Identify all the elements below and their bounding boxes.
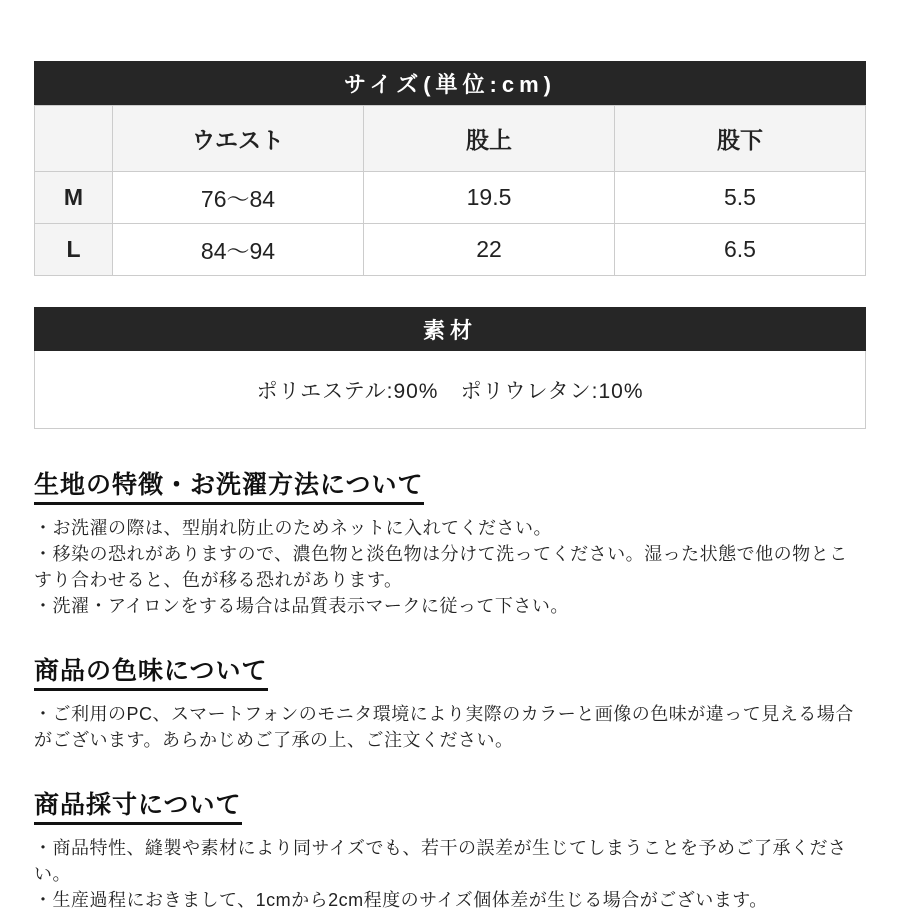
size-table-corner-cell (35, 106, 113, 172)
measurement-bullet-1: ・商品特性、縫製や素材により同サイズでも、若干の誤差が生じてしまうことを予めご了承ください。 (34, 838, 847, 884)
measurement-heading: 商品採寸について (34, 785, 242, 825)
material-section-title: 素材 (422, 317, 477, 343)
fabric-care-bullet-3: ・洗濯・アイロンをする場合は品質表示マークに従って下さい。 (34, 596, 569, 616)
size-m-waist: 76～84 (113, 172, 364, 224)
color-note-bullet-1: ・ご利用のPC、スマートフォンのモニタ環境により実際のカラーと画像の色味が違って見える場合がございます。あらかじめご了承の上、ご注文ください。 (34, 704, 854, 750)
material-content: ポリエステル:90% ポリウレタン:10% (256, 379, 644, 403)
size-table-col-inseam: 股下 (615, 106, 866, 172)
size-l-rise: 22 (364, 224, 615, 276)
notes-area (34, 465, 866, 913)
size-section-title: サイズ(単位:cm) (343, 71, 557, 97)
size-table-col-rise: 股上 (364, 106, 615, 172)
note-group-color (34, 651, 866, 753)
fabric-care-bullet-1: ・お洗濯の際は、型崩れ防止のためネットに入れてください。 (34, 518, 552, 538)
material-content-box (34, 351, 866, 429)
size-label-l: L (35, 224, 113, 276)
size-m-rise: 19.5 (364, 172, 615, 224)
size-table-header-row (35, 106, 866, 172)
note-group-fabric-care (34, 465, 866, 619)
size-section-header-bar (34, 61, 866, 105)
size-l-waist: 84～94 (113, 224, 364, 276)
size-section (34, 61, 866, 276)
size-table-row-l (35, 224, 866, 276)
measurement-bullet-2: ・生産過程におきまして、1cmから2cm程度のサイズ個体差が生じる場合がございます。 (34, 890, 768, 910)
material-section (34, 307, 866, 429)
size-table-row-m (35, 172, 866, 224)
color-note-heading: 商品の色味について (34, 651, 268, 691)
size-l-inseam: 6.5 (615, 224, 866, 276)
fabric-care-bullet-2: ・移染の恐れがありますので、濃色物と淡色物は分けて洗ってください。湿った状態で他の物とこすり合わせると、色が移る恐れがあります。 (34, 544, 848, 590)
note-group-measurement (34, 785, 866, 913)
fabric-care-heading: 生地の特徴・お洗濯方法について (34, 465, 424, 505)
material-section-header-bar (34, 307, 866, 351)
size-label-m: M (35, 172, 113, 224)
size-table (34, 105, 866, 276)
size-m-inseam: 5.5 (615, 172, 866, 224)
size-table-col-waist: ウエスト (113, 106, 364, 172)
